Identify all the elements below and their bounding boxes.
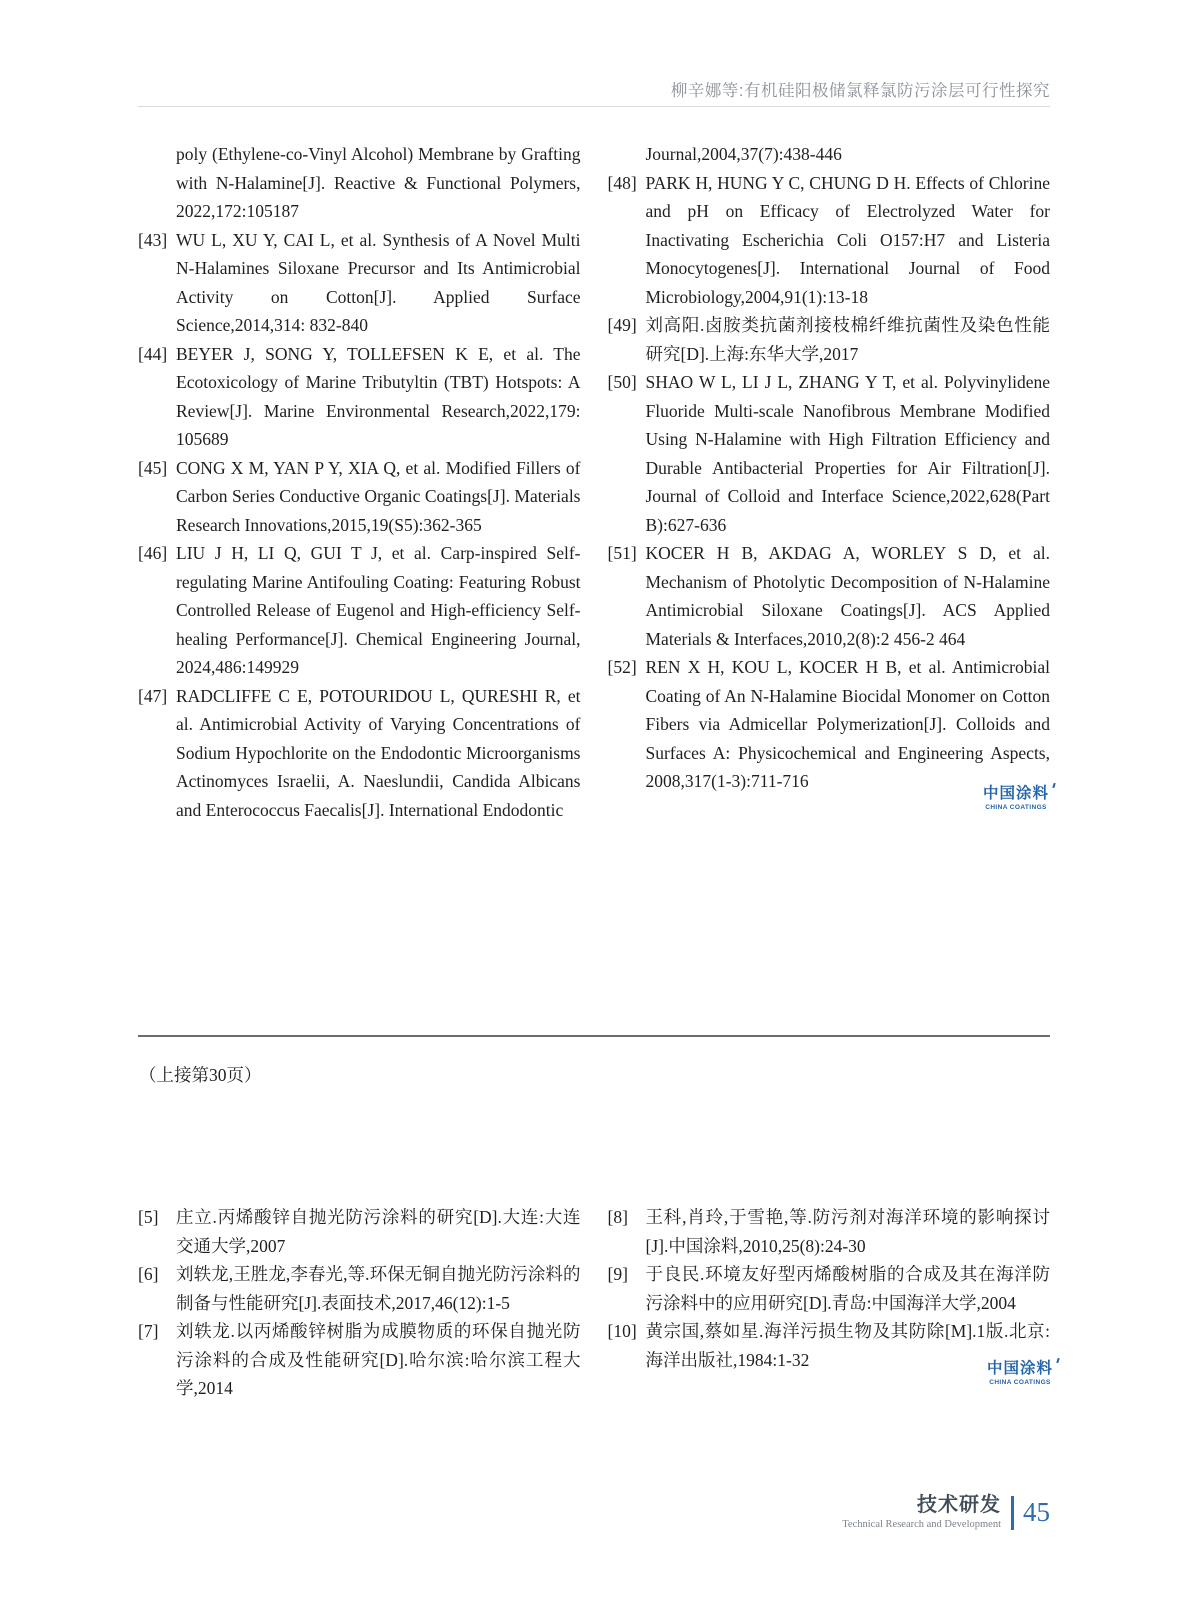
reference-text: 庄立.丙烯酸锌自抛光防污涂料的研究[D].大连:大连交通大学,2007 — [176, 1207, 581, 1256]
reference-item — [138, 454, 581, 540]
header-rule — [138, 106, 1050, 107]
reference-number: [5] — [138, 1207, 159, 1227]
reference-text: 刘高阳.卤胺类抗菌剂接枝棉纤维抗菌性及染色性能研究[D].上海:东华大学,2017 — [645, 315, 1050, 364]
trademark-tick-icon — [1056, 1358, 1059, 1363]
reference-item — [138, 1203, 581, 1260]
reference-number: [8] — [607, 1207, 628, 1227]
references-top-left-column — [138, 140, 581, 824]
reference-item — [138, 1317, 581, 1403]
logo-cn-text: 中国涂料 — [987, 1360, 1054, 1377]
reference-text: KOCER H B, AKDAG A, WORLEY S D, et al. Mechanism of Photolytic Decomposition of N-Halamine Antimicrobial Siloxane Coatings[J]. ACS Applied Materials & Interfaces,2010,2(8):2 456-2 464 — [645, 543, 1050, 649]
reference-text: 黄宗国,蔡如星.海洋污损生物及其防除[M].1版.北京:海洋出版社,1984:1-32 — [645, 1321, 1050, 1370]
continuation-note: （上接第30页） — [139, 1065, 262, 1085]
reference-number: [6] — [138, 1264, 159, 1284]
trademark-tick-icon — [1052, 783, 1055, 788]
reference-item — [138, 226, 581, 340]
china-coatings-logo — [983, 785, 1049, 812]
reference-text: RADCLIFFE C E, POTOURIDOU L, QURESHI R, et al. Antimicrobial Activity of Varying Concentrations of Sodium Hypochlorite on the Endodontic Microorganisms Actinomyces Israelii, A. Naeslundii, Candida Albicans and Enterococcus Faecalis[J]. International Endodontic — [176, 685, 581, 820]
logo-en-text: CHINA COATINGS — [989, 1379, 1051, 1386]
reference-item — [608, 653, 1051, 796]
running-head: 柳辛娜等:有机硅阳极储氯释氯防污涂层可行性探究 — [670, 82, 1050, 100]
reference-number: [50] — [607, 372, 637, 392]
reference-text: 于良民.环境友好型丙烯酸树脂的合成及其在海洋防污涂料中的应用研究[D].青岛:中国海洋大学,2004 — [645, 1264, 1050, 1313]
reference-number: [52] — [607, 657, 637, 677]
footer-section-title — [842, 1494, 1001, 1530]
footer-section-title-en: Technical Research and Development — [842, 1519, 1001, 1530]
reference-number: [9] — [607, 1264, 628, 1284]
reference-number: [48] — [607, 172, 637, 193]
reference-text: poly (Ethylene-co-Vinyl Alcohol) Membrane by Grafting with N-Halamine[J]. Reactive & Functional Polymers, 2022,172:105187 — [176, 144, 581, 221]
reference-item — [608, 169, 1051, 312]
reference-number: [10] — [607, 1321, 637, 1341]
page-footer — [740, 1494, 1050, 1530]
references-top-section — [138, 140, 1050, 824]
reference-text: BEYER J, SONG Y, TOLLEFSEN K E, et al. The Ecotoxicology of Marine Tributyltin (TBT) Hotspots: A Review[J]. Marine Environmental Research,2022,179: 105689 — [176, 343, 581, 449]
reference-item — [138, 340, 581, 454]
reference-number: [44] — [138, 343, 168, 364]
page-number: 45 — [1023, 1496, 1050, 1527]
reference-text: PARK H, HUNG Y C, CHUNG D H. Effects of Chlorine and pH on Efficacy of Electrolyzed Water for Inactivating Escherichia Coli O157:H7 and Listeria Monocytogenes[J]. International Journal of Food Microbiology,2004,91(1):13-18 — [645, 172, 1050, 307]
reference-item — [608, 1260, 1051, 1317]
footer-section-title-cn: 技术研发 — [917, 1494, 1001, 1516]
reference-text: WU L, XU Y, CAI L, et al. Synthesis of A Novel Multi N-Halamines Siloxane Precursor and Its Antimicrobial Activity on Cotton[J]. Applied Surface Science,2014,314: 832-840 — [176, 229, 581, 335]
references-bottom-left-column — [138, 1203, 581, 1403]
reference-text: SHAO W L, LI J L, ZHANG Y T, et al. Polyvinylidene Fluoride Multi-scale Nanofibrous Membrane Modified Using N-Halamine with High Filtration Efficiency and Durable Antibacterial Properties for Air Filtration[J]. Journal of Colloid and Interface Science,2022,628(Part B):627-636 — [645, 372, 1050, 535]
reference-text: Journal,2004,37(7):438-446 — [645, 144, 842, 164]
reference-text: 王科,肖玲,于雪艳,等.防污剂对海洋环境的影响探讨[J].中国涂料,2010,25(8):24-30 — [645, 1207, 1050, 1256]
references-bottom-right-column — [607, 1203, 1054, 1403]
reference-number: [49] — [607, 315, 637, 335]
reference-text: 刘轶龙.以丙烯酸锌树脂为成膜物质的环保自抛光防污涂料的合成及性能研究[D].哈尔滨:哈尔滨工程大学,2014 — [176, 1321, 581, 1398]
references-bottom-section — [138, 1203, 1050, 1403]
logo-cn-text: 中国涂料 — [983, 785, 1050, 802]
reference-text: 刘轶龙,王胜龙,李春光,等.环保无铜自抛光防污涂料的制备与性能研究[J].表面技术,2017,46(12):1-5 — [176, 1264, 581, 1313]
reference-item — [608, 1203, 1051, 1260]
references-top-right-column — [608, 140, 1051, 824]
reference-number: [51] — [607, 543, 637, 563]
reference-text: REN X H, KOU L, KOCER H B, et al. Antimicrobial Coating of An N-Halamine Biocidal Monomer on Cotton Fibers via Admicellar Polymerization[J]. Colloids and Surfaces A: Physicochemical and Engineering Aspects, 2008,317(1-3):711-716 — [645, 657, 1050, 791]
logo-en-text: CHINA COATINGS — [985, 804, 1047, 811]
reference-text: LIU J H, LI Q, GUI T J, et al. Carp-inspired Self-regulating Marine Antifouling Coating: Featuring Robust Controlled Release of Eugenol and High-efficiency Self-healing Performance[J]. Chemical Engineering Journal, 2024,486:149929 — [176, 543, 581, 677]
reference-number: [7] — [138, 1321, 159, 1341]
reference-item — [608, 311, 1051, 368]
reference-item — [138, 682, 581, 825]
china-coatings-logo — [987, 1360, 1053, 1387]
reference-item — [138, 1260, 581, 1317]
reference-item — [608, 368, 1051, 539]
reference-item — [138, 539, 581, 682]
reference-item — [138, 140, 581, 226]
reference-text: CONG X M, YAN P Y, XIA Q, et al. Modified Fillers of Carbon Series Conductive Organic Coatings[J]. Materials Research Innovations,2015,19(S5):362-365 — [176, 457, 581, 535]
reference-number: [45] — [138, 457, 168, 478]
section-divider — [138, 1035, 1050, 1037]
reference-item — [608, 1317, 1051, 1374]
reference-number: [46] — [138, 543, 168, 563]
reference-number: [47] — [138, 685, 168, 706]
reference-item — [608, 140, 1051, 169]
footer-divider-bar — [1011, 1496, 1014, 1530]
reference-item — [608, 539, 1051, 653]
reference-number: [43] — [138, 229, 168, 250]
